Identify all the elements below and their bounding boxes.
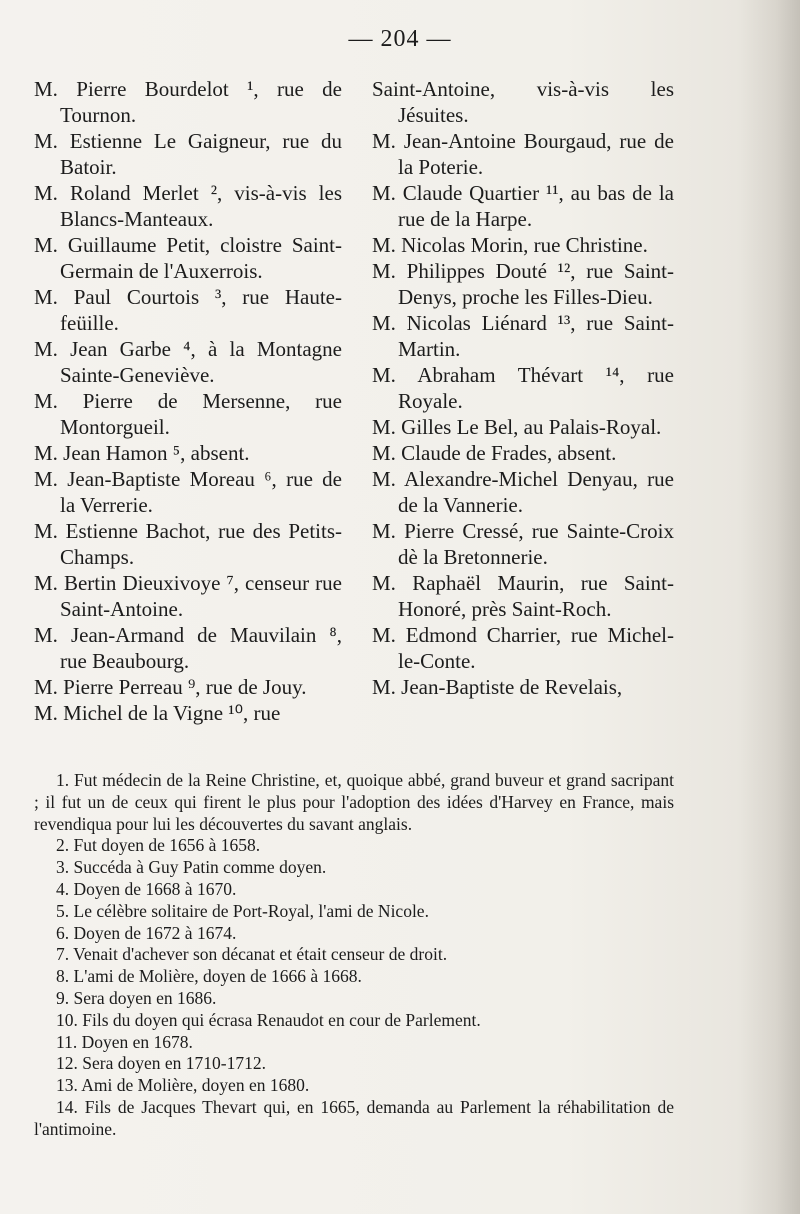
list-item: M. Guillaume Petit, cloistre Saint-Germain de l'Auxerrois. [34,233,342,283]
footnote: 1. Fut médecin de la Reine Christine, et, quoique abbé, grand buveur et grand sacripant ; il fut un de ceux qui firent le plus pour l'adoption des idées d'Harvey en France, mais revendiqua pour lui les découvertes du savant anglais. [34,770,674,834]
list-item: M. Michel de la Vigne ¹⁰, rue [34,701,281,725]
list-item: M. Alexandre-Michel Denyau, rue de la Vannerie. [372,467,674,517]
list-item: M. Pierre Perreau ⁹, rue de Jouy. [34,675,307,699]
list-item: M. Jean Garbe ⁴, à la Montagne Sainte-Geneviève. [34,337,342,387]
page-number: — 204 — [348,26,452,52]
list-item: M. Estienne Le Gaigneur, rue du Batoir. [34,129,342,179]
footnote: 2. Fut doyen de 1656 à 1658. [56,835,261,856]
list-item: M. Jean Hamon ⁵, absent. [34,441,250,465]
footnote: 7. Venait d'achever son décanat et était censeur de droit. [56,944,448,965]
list-item: M. Jean-Antoine Bourgaud, rue de la Poterie. [372,129,674,179]
footnote: 13. Ami de Molière, doyen en 1680. [56,1075,310,1096]
list-item: M. Jean-Baptiste de Revelais, [372,675,623,699]
list-item: M. Nicolas Liénard ¹³, rue Saint-Martin. [372,311,674,361]
left-column [34,76,342,726]
right-column [372,76,674,726]
list-item: M. Claude Quartier ¹¹, au bas de la rue de la Harpe. [372,181,674,231]
list-item: M. Philippes Douté ¹², rue Saint-Denys, proche les Filles-Dieu. [372,259,674,309]
footnote: 6. Doyen de 1672 à 1674. [56,922,237,943]
list-item: M. Paul Courtois ³, rue Haute-feüille. [34,285,342,335]
list-item: M. Bertin Dieuxivoye ⁷, censeur rue Saint-Antoine. [34,571,342,621]
footnote: 9. Sera doyen en 1686. [56,987,217,1008]
footnote: 8. L'ami de Molière, doyen de 1666 à 1668. [56,966,362,987]
page-edge-shadow [740,0,800,1214]
list-item: M. Nicolas Morin, rue Christine. [372,233,648,257]
list-item: M. Jean-Armand de Mauvilain ⁸, rue Beaubourg. [34,623,342,673]
list-item: M. Pierre Cressé, rue Sainte-Croix dè la Bretonnerie. [372,519,674,569]
list-item: M. Roland Merlet ², vis-à-vis les Blancs-Manteaux. [34,181,342,231]
footnote: 11. Doyen en 1678. [56,1031,193,1052]
list-item: M. Edmond Charrier, rue Michel-le-Conte. [372,623,674,673]
footnotes [34,770,674,1141]
list-item: M. Pierre Bourdelot ¹, rue de Tournon. [34,77,342,127]
footnote: 10. Fils du doyen qui écrasa Renaudot en cour de Parlement. [56,1009,481,1030]
list-item: M. Gilles Le Bel, au Palais-Royal. [372,415,662,439]
list-item: M. Abraham Thévart ¹⁴, rue Royale. [372,363,674,413]
footnote: 4. Doyen de 1668 à 1670. [56,878,237,899]
footnote: 3. Succéda à Guy Patin comme doyen. [56,857,327,878]
list-item: M. Pierre de Mersenne, rue Montorgueil. [34,389,342,439]
list-item: M. Jean-Baptiste Moreau ⁶, rue de la Verrerie. [34,467,342,517]
footnote: 14. Fils de Jacques Thevart qui, en 1665, demanda au Parlement la réhabilitation de l'antimoine. [34,1096,674,1139]
name-list-columns [34,76,674,726]
list-item: Saint-Antoine, vis-à-vis les Jésuites. [372,77,674,127]
list-item: M. Estienne Bachot, rue des Petits-Champs. [34,519,342,569]
footnote: 5. Le célèbre solitaire de Port-Royal, l'ami de Nicole. [56,900,429,921]
list-item: M. Claude de Frades, absent. [372,441,617,465]
footnote: 12. Sera doyen en 1710-1712. [56,1053,266,1074]
list-item: M. Raphaël Maurin, rue Saint-Honoré, près Saint-Roch. [372,571,674,621]
